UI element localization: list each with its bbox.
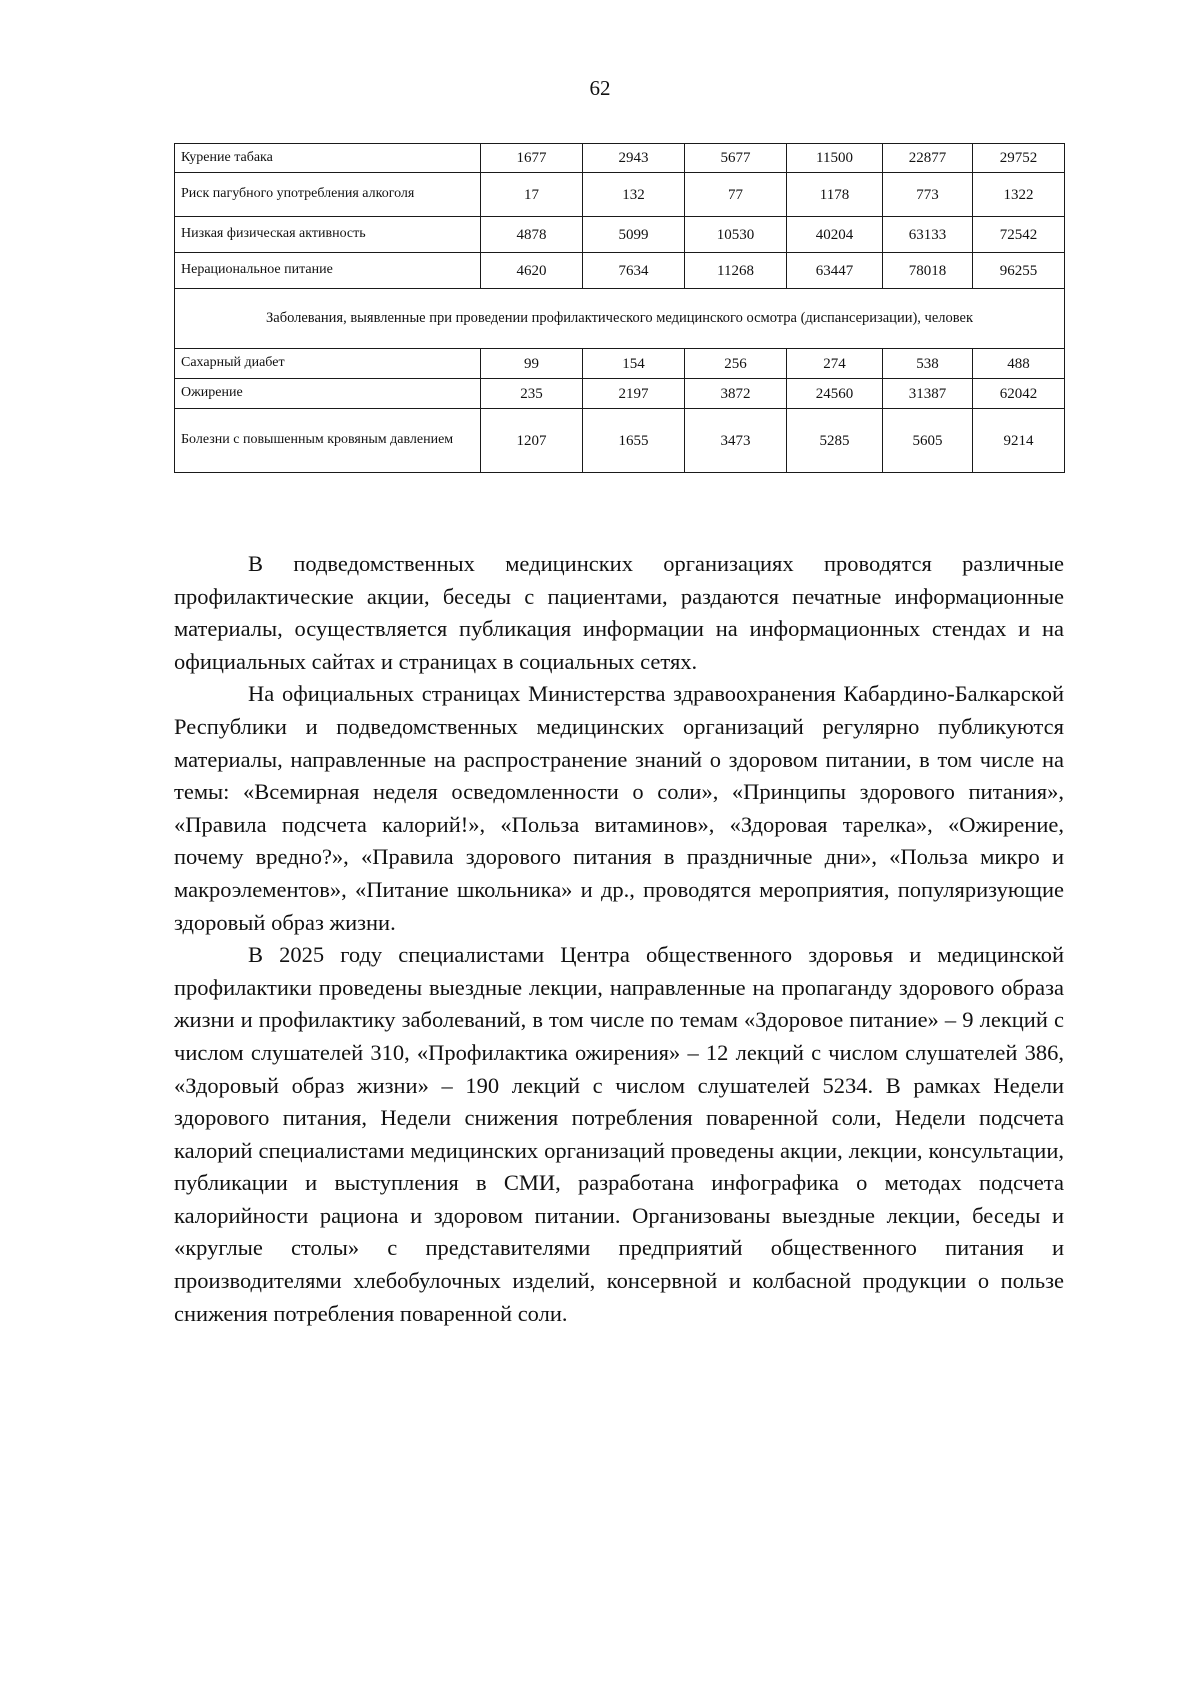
table-cell: 274 <box>787 349 883 379</box>
table-cell: 5099 <box>583 217 685 253</box>
table-cell: 4878 <box>481 217 583 253</box>
table-cell: 235 <box>481 379 583 409</box>
table-cell: 4620 <box>481 253 583 289</box>
page-number: 62 <box>589 76 611 100</box>
row-label: Сахарный диабет <box>175 349 481 379</box>
table-cell: 29752 <box>973 144 1065 173</box>
table-row <box>175 144 1065 173</box>
table-cell: 5605 <box>883 409 973 473</box>
table-row <box>175 379 1065 409</box>
row-label: Болезни с повышенным кровяным давлением <box>175 409 481 473</box>
table-cell: 1677 <box>481 144 583 173</box>
table-cell: 99 <box>481 349 583 379</box>
table-cell: 40204 <box>787 217 883 253</box>
paragraph: На официальных страницах Министерства здравоохранения Кабардино-Балкарской Республики и подведомственных медицинских организаций регулярно публикуются материалы, направленные на распространение знаний о здоровом питании, в том числе на темы: «Всемирная неделя осведомленности о соли», «Принципы здорового питания», «Правила подсчета калорий!», «Польза витаминов», «Здоровая тарелка», «Ожирение, почему вредно?», «Правила здорового питания в праздничные дни», «Польза микро и макроэлементов», «Питание школьника» и др., проводятся мероприятия, популяризующие здоровый образ жизни. <box>174 681 1064 935</box>
table-cell: 1207 <box>481 409 583 473</box>
paragraph: В 2025 году специалистами Центра общественного здоровья и медицинской профилактики проведены выездные лекции, направленные на пропаганду здорового образа жизни и профилактику заболеваний, в том числе по темам «Здоровое питание» – 9 лекций с числом слушателей 310, «Профилактика ожирения» – 12 лекций с числом слушателей 386, «Здоровый образ жизни» – 190 лекций с числом слушателей 5234. В рамках Недели здорового питания, Недели снижения потребления поваренной соли, Недели подсчета калорий специалистами медицинских организаций проведены акции, лекции, консультации, публикации и выступления в СМИ, разработана инфографика о методах подсчета калорийности рациона и здоровом питании. Организованы выездные лекции, беседы и «круглые столы» с представителями предприятий общественного питания и производителями хлебобулочных изделий, консервной и колбасной продукции о пользе снижения потребления поваренной соли. <box>174 942 1064 1326</box>
section-header-row <box>175 289 1065 349</box>
table-cell: 488 <box>973 349 1065 379</box>
table-cell: 773 <box>883 173 973 217</box>
table-cell: 10530 <box>685 217 787 253</box>
table-cell: 11500 <box>787 144 883 173</box>
table-cell: 5677 <box>685 144 787 173</box>
table-cell: 3473 <box>685 409 787 473</box>
table-cell: 77 <box>685 173 787 217</box>
row-label: Риск пагубного употребления алкоголя <box>175 173 481 217</box>
table-cell: 62042 <box>973 379 1065 409</box>
table-cell: 17 <box>481 173 583 217</box>
row-label: Нерациональное питание <box>175 253 481 289</box>
table-cell: 132 <box>583 173 685 217</box>
table-row <box>175 409 1065 473</box>
table-cell: 63447 <box>787 253 883 289</box>
row-label: Курение табака <box>175 144 481 173</box>
table-cell: 256 <box>685 349 787 379</box>
table-cell: 154 <box>583 349 685 379</box>
table-cell: 11268 <box>685 253 787 289</box>
table-cell: 2197 <box>583 379 685 409</box>
statistics-table <box>174 143 1065 473</box>
table-cell: 2943 <box>583 144 685 173</box>
table-row <box>175 173 1065 217</box>
table-cell: 63133 <box>883 217 973 253</box>
row-label: Низкая физическая активность <box>175 217 481 253</box>
table-cell: 78018 <box>883 253 973 289</box>
table-cell: 1655 <box>583 409 685 473</box>
table-cell: 22877 <box>883 144 973 173</box>
table-cell: 1322 <box>973 173 1065 217</box>
table-cell: 1178 <box>787 173 883 217</box>
table-cell: 96255 <box>973 253 1065 289</box>
section-header: Заболевания, выявленные при проведении профилактического медицинского осмотра (диспансеризации), человек <box>175 289 1065 349</box>
table-cell: 538 <box>883 349 973 379</box>
table-cell: 9214 <box>973 409 1065 473</box>
table-row <box>175 349 1065 379</box>
table-cell: 5285 <box>787 409 883 473</box>
body-text <box>174 548 1064 1330</box>
table-cell: 24560 <box>787 379 883 409</box>
row-label: Ожирение <box>175 379 481 409</box>
table-cell: 31387 <box>883 379 973 409</box>
table-row <box>175 253 1065 289</box>
table-cell: 72542 <box>973 217 1065 253</box>
paragraph: В подведомственных медицинских организациях проводятся различные профилактические акции, беседы с пациентами, раздаются печатные информационные материалы, осуществляется публикация информации на информационных стендах и на официальных сайтах и страницах в социальных сетях. <box>174 551 1064 674</box>
table-row <box>175 217 1065 253</box>
table-cell: 3872 <box>685 379 787 409</box>
table-cell: 7634 <box>583 253 685 289</box>
